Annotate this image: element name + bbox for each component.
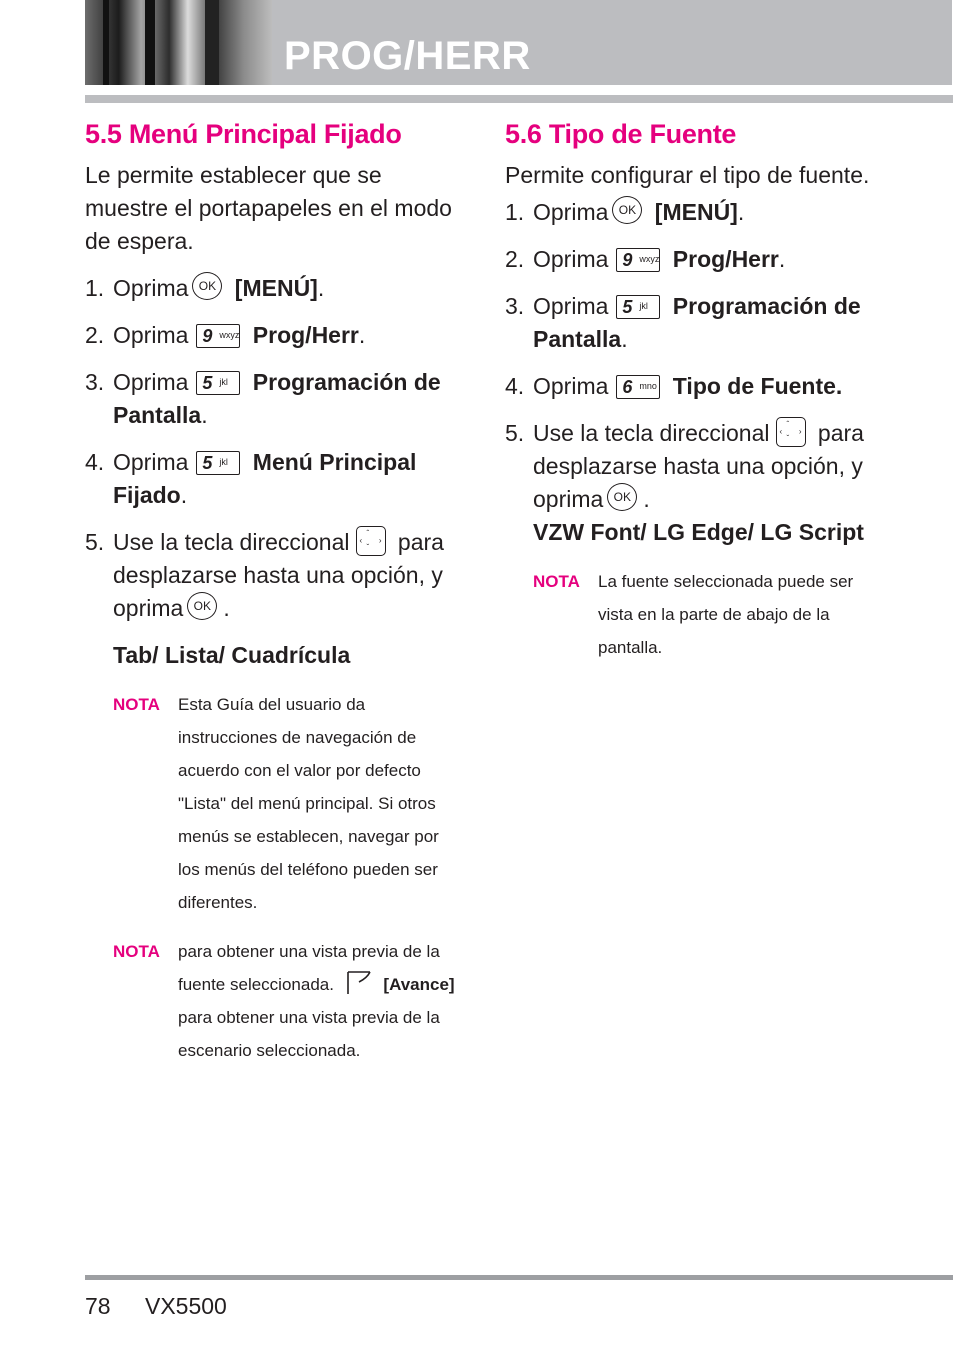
- photo-stripe: [205, 0, 219, 85]
- step-item: [505, 196, 875, 229]
- keypad-5-icon: 5 jkl: [196, 371, 240, 395]
- steps-list: [505, 196, 875, 549]
- note-text: Esta Guía del usuario da instrucciones de navegación de acuerdo con el valor por defecto "Lista" del menú principal. Si otros menús se establecen, navegar por los menús del teléfono pueden ser diferentes.: [178, 695, 439, 912]
- step-number: 4.: [505, 373, 525, 399]
- step-item: [505, 370, 875, 403]
- keypad-5-icon: 5 jkl: [616, 295, 660, 319]
- section-intro: Permite configurar el tipo de fuente.: [505, 162, 870, 188]
- step-key-label: [MENÚ]: [654, 199, 738, 225]
- step-item: [85, 366, 455, 432]
- step-item: [85, 526, 455, 625]
- directional-key-icon: ˆ ˇ ‹ ›: [356, 526, 386, 556]
- bottom-rule: [85, 1275, 953, 1280]
- step-text: .: [643, 486, 650, 512]
- note: [113, 688, 455, 919]
- options-list: VZW Font/ LG Edge/ LG Script: [533, 519, 864, 545]
- step-item: [505, 290, 875, 356]
- step-text: .: [223, 595, 230, 621]
- note-tag: NOTA: [113, 942, 160, 961]
- step-text: .: [180, 482, 188, 508]
- top-rule: [85, 95, 953, 103]
- note: [113, 935, 455, 1067]
- left-softkey-icon: [345, 970, 373, 996]
- footer: [85, 1293, 255, 1320]
- step-number: 5.: [505, 420, 525, 446]
- note-text: La fuente seleccionada puede ser vista en la parte de abajo de la pantalla.: [598, 572, 854, 657]
- step-text: Oprima: [113, 449, 189, 475]
- step-number: 3.: [85, 369, 105, 395]
- step-text: Oprima: [533, 293, 609, 319]
- step-text: .: [317, 275, 325, 301]
- step-text: .: [358, 322, 366, 348]
- step-text: .: [778, 246, 786, 272]
- keypad-5-icon: 5 jkl: [196, 451, 240, 475]
- step-key-label: [MENÚ]: [234, 275, 318, 301]
- steps-list: [85, 272, 455, 625]
- step-text: Use la tecla direccional: [113, 529, 350, 555]
- keypad-9-icon: 9 wxyz: [196, 324, 240, 348]
- step-key-label: Tipo de Fuente.: [672, 373, 843, 399]
- ok-key-icon: OK: [192, 272, 222, 300]
- step-text: Use la tecla direccional: [533, 420, 770, 446]
- step-text: .: [737, 199, 745, 225]
- model-name: VX5500: [144, 1293, 227, 1319]
- step-text: Oprima: [113, 322, 189, 348]
- step-key-label: Menú Principal Fijado: [113, 449, 417, 508]
- ok-key-icon: OK: [612, 196, 642, 224]
- step-item: [505, 243, 875, 276]
- photo-stripe: [145, 0, 155, 85]
- note-text: para obtener una vista previa de la escenario seleccionada.: [178, 1008, 440, 1060]
- step-key-label: Prog/Herr: [252, 322, 359, 348]
- step-text: Oprima: [533, 373, 609, 399]
- step-text: para desplazarse hasta una opción, y oprima: [533, 420, 864, 512]
- page-number: 78: [85, 1293, 111, 1319]
- note-tag: NOTA: [113, 695, 160, 714]
- step-text: .: [201, 402, 208, 428]
- section-menu-principal: [85, 115, 455, 1067]
- note-key-label: [Avance]: [383, 975, 455, 994]
- ok-key-icon: OK: [607, 483, 637, 511]
- step-number: 4.: [85, 449, 105, 475]
- step-item: [505, 417, 875, 549]
- step-text: para desplazarse hasta una opción, y oprima: [113, 529, 444, 621]
- section-intro: Le permite establecer que se muestre el portapapeles en el modo de espera.: [85, 162, 452, 254]
- step-key-label: Prog/Herr: [672, 246, 779, 272]
- note: [533, 565, 875, 664]
- step-number: 3.: [505, 293, 525, 319]
- step-item: [85, 272, 455, 305]
- header-photo: [85, 0, 272, 85]
- step-number: 2.: [505, 246, 525, 272]
- step-number: 1.: [85, 275, 105, 301]
- step-item: [85, 319, 455, 352]
- step-number: 2.: [85, 322, 105, 348]
- note-tag: NOTA: [533, 572, 580, 591]
- step-number: 5.: [85, 529, 105, 555]
- step-key-label: Programación de Pantalla: [113, 369, 441, 428]
- ok-key-icon: OK: [187, 592, 217, 620]
- step-item: [85, 446, 455, 512]
- step-key-label: Programación de Pantalla: [533, 293, 861, 352]
- section-tipo-fuente: [505, 115, 875, 664]
- step-text: .: [621, 326, 628, 352]
- section-heading: 5.5 Menú Principal Fijado: [85, 119, 402, 149]
- keypad-6-icon: 6 mno: [616, 375, 660, 399]
- photo-stripe: [103, 0, 109, 85]
- step-text: Oprima: [113, 369, 189, 395]
- step-text: Oprima: [533, 246, 609, 272]
- options-list: Tab/ Lista/ Cuadrícula: [113, 642, 351, 668]
- step-text: Oprima: [533, 199, 609, 225]
- keypad-9-icon: 9 wxyz: [616, 248, 660, 272]
- page-title: PROG/HERR: [284, 34, 531, 78]
- note-text: para obtener una vista previa de la fuente seleccionada.: [178, 942, 440, 994]
- section-heading: 5.6 Tipo de Fuente: [505, 119, 737, 149]
- step-text: Oprima: [113, 275, 189, 301]
- directional-key-icon: ˆ ˇ ‹ ›: [776, 417, 806, 447]
- step-number: 1.: [505, 199, 525, 225]
